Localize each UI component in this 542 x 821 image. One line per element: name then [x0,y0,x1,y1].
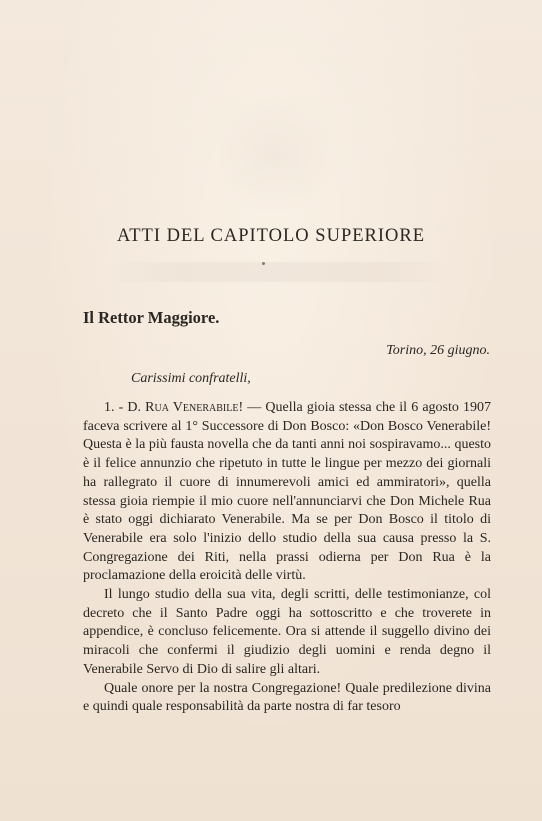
paragraph-number: 1. - [104,400,128,415]
paragraph-3 [83,680,491,717]
paragraph-2 [83,586,491,680]
paragraph-text: Il lungo studio della sua vita, degli scritti, delle testimonianze, col decreto che il Santo Padre oggi ha sottoscritto e che troverete in appendice, è concluso felicemente. Ora si attende il suggello divino dei miracoli che confermi il giudizio degli uomini e renda degno il Venerabile Servo di Dio di salire gli altari. [83,587,491,677]
title-ornament-dot [262,262,265,265]
letter-body [83,399,491,717]
section-heading: Il Rettor Maggiore. [83,308,220,327]
paragraph-lead: D. Rua Venerabile! [127,400,244,415]
bleed-through-emblem [215,95,335,215]
bleed-through-text [110,262,450,282]
paragraph-text: Quale onore per la nostra Congregazione! Quale predilezione divina e quindi quale responsabilità da parte nostra di far tesoro [83,680,491,715]
place-date: Torino, 26 giugno. [386,343,490,358]
paragraph-text: — Quella gioia stessa che il 6 agosto 1907 faceva scrivere al 1° Successore di Don Bosco: «Don Bosco Venerabile! Questa è la più fausta novella che da tanti anni noi sospiravamo... questo è il felice annunzio che ripetuto in tutte le lingue per mezzo dei giornali ha rallegrato il cuore di innumerevoli amici ed ammiratori», quella stessa gioia riempie il mio cuore nell'annunciarvi che Don Michele Rua è stato oggi dichiarato Venerabile. Ma se per Don Bosco il titolo di Venerabile era solo l'inizio dello studio della sua causa presso la S. Congregazione dei Riti, nella prassi odierna per Don Rua è la proclamazione della eroicità delle virtù. [83,400,491,584]
document-title: ATTI DEL CAPITOLO SUPERIORE [116,226,426,246]
paragraph-1 [83,399,491,586]
salutation: Carissimi confratelli, [131,371,251,386]
